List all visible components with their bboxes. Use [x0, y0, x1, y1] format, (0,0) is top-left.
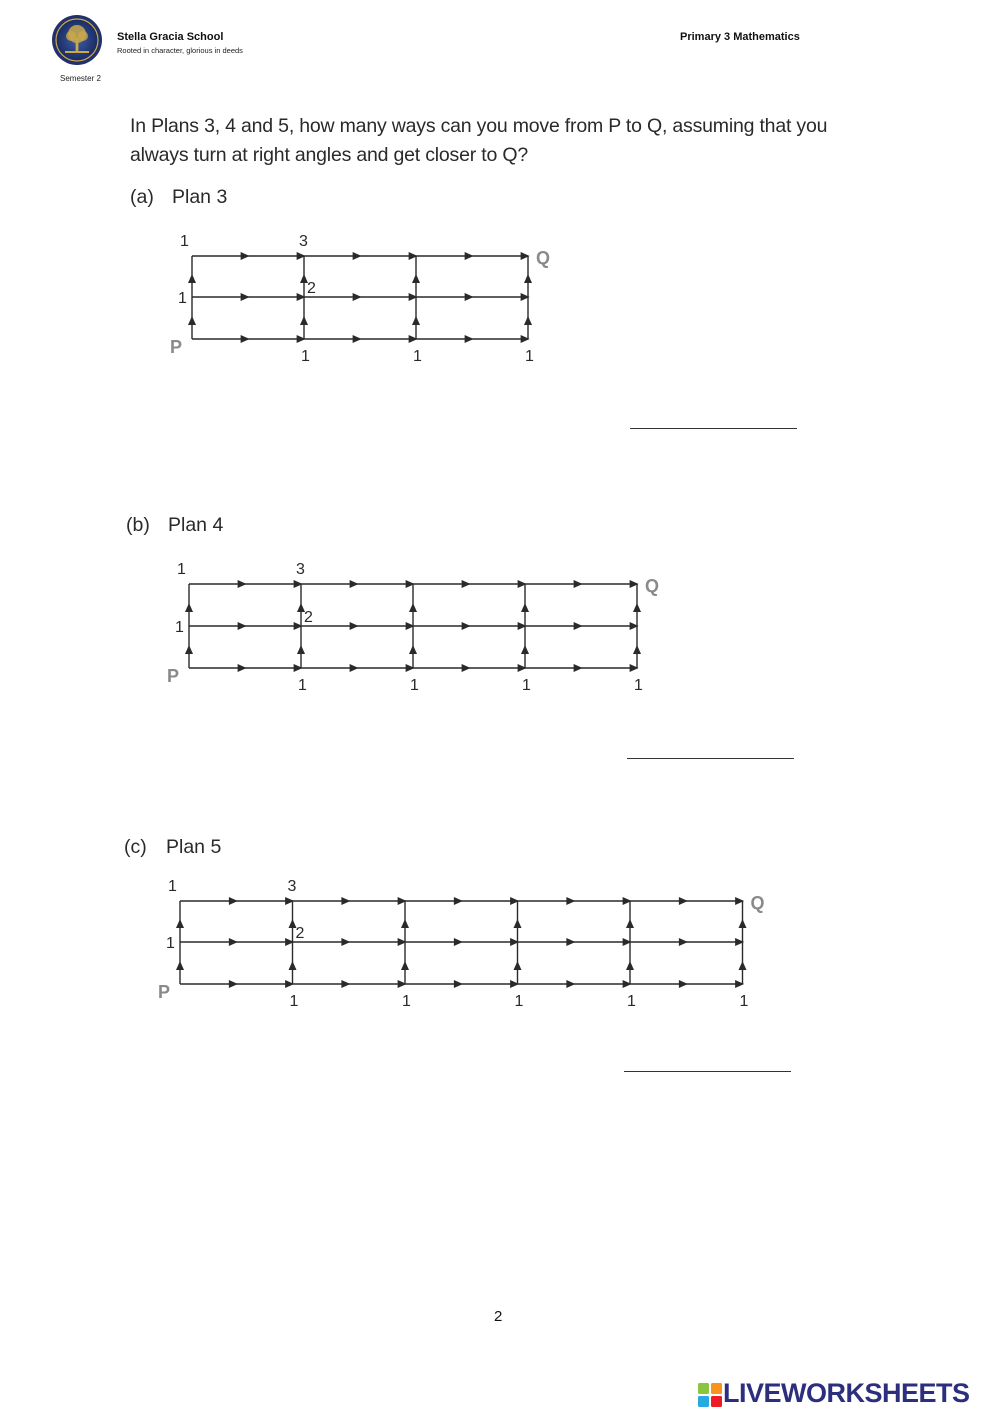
plan-1-label-top-second: 3 [299, 233, 308, 250]
part-a-letter: (a) [130, 186, 154, 208]
plan-3-arrow-right-1-4-a [679, 938, 688, 946]
part-a-title: Plan 3 [172, 186, 228, 208]
plan-2-arrow-right-2-1-a [350, 664, 359, 672]
plan-3-label-bottom-3: 1 [514, 993, 524, 1010]
plan-3-label-mid-left: 1 [166, 935, 175, 952]
school-name: Stella Gracia School [117, 31, 224, 43]
plan-3-arrow-up-lower-2 [401, 961, 409, 970]
answer-line-a[interactable] [630, 428, 797, 429]
plan-1-arrow-up-lower-0 [188, 316, 196, 325]
plan-3-arrow-up-upper-4 [626, 919, 634, 928]
plan-3-arrow-up-lower-3 [514, 961, 522, 970]
page-number: 2 [494, 1308, 503, 1325]
plan-1-arrow-up-upper-2 [412, 274, 420, 283]
plan-2-label-top-second: 3 [296, 561, 305, 578]
plan-3-arrow-right-0-3-a [566, 897, 575, 905]
answer-line-b[interactable] [627, 758, 794, 759]
plan-1-arrow-up-lower-3 [524, 316, 532, 325]
plan-2-arrow-right-0-1-a [350, 580, 359, 588]
plan-3-arrow-up-lower-5 [739, 961, 747, 970]
plan-2-label-bottom-3: 1 [522, 677, 531, 694]
plan-2-label-inner: 2 [304, 609, 313, 626]
plan-2-label-mid-left: 1 [175, 619, 184, 636]
subject-title: Primary 3 Mathematics [680, 31, 800, 43]
plan-1-label-bottom-2: 1 [413, 348, 422, 365]
plan-3-arrow-up-upper-5 [739, 919, 747, 928]
plan-2-arrow-up-lower-0 [185, 645, 193, 654]
plan-1-arrow-right-1-0-a [241, 293, 250, 301]
answer-line-c[interactable] [624, 1071, 791, 1072]
plan-2-label-top-left: 1 [177, 561, 186, 578]
plan-3-label-bottom-4: 1 [627, 993, 636, 1010]
plan-1-arrow-right-1-1-a [353, 293, 362, 301]
liveworksheets-badge[interactable] [698, 1378, 998, 1412]
plan-1-arrow-right-0-2-a [465, 252, 474, 260]
plan-3-arrow-right-0-0-a [229, 897, 238, 905]
liveworksheets-text: LIVEWORKSHEETS [723, 1378, 970, 1408]
plan-2-arrow-right-1-1-a [350, 622, 359, 630]
plan-2-label-bottom-1: 1 [298, 677, 307, 694]
plan-3-label-bottom-1: 1 [289, 993, 299, 1010]
plan-3-label-top-second: 3 [287, 878, 297, 895]
plan-2-arrow-up-upper-3 [521, 603, 529, 612]
plan-3-arrow-right-1-3-a [566, 938, 575, 946]
plan-1-label-q: Q [536, 248, 551, 268]
plan-2-arrow-right-1-2-a [462, 622, 471, 630]
plan-2-arrow-right-1-3-a [574, 622, 583, 630]
plan-3-arrow-up-upper-0 [176, 919, 184, 928]
plan-3-arrow-up-upper-2 [401, 919, 409, 928]
plan-2-arrow-up-upper-0 [185, 603, 193, 612]
plan-1-label-inner: 2 [307, 280, 316, 297]
plan-2-arrow-up-lower-4 [633, 645, 641, 654]
plan-3-arrow-up-lower-1 [289, 961, 297, 970]
plan-2-arrow-right-2-0-a [238, 664, 247, 672]
plan-2-label-bottom-2: 1 [410, 677, 419, 694]
plan-1-arrow-right-0-0-a [241, 252, 250, 260]
plan-2-arrow-up-upper-2 [409, 603, 417, 612]
plan-2-label-p: P [167, 666, 180, 686]
part-b-title: Plan 4 [168, 514, 224, 536]
plan-3-label-top-left: 1 [168, 878, 177, 895]
plan-3-arrow-right-2-1-a [341, 980, 350, 988]
plan-1-arrow-right-0-1-a [353, 252, 362, 260]
plan-1-arrow-up-upper-0 [188, 274, 196, 283]
plan-1-label-mid-left: 1 [178, 290, 187, 307]
plan-2-label-q: Q [645, 576, 660, 596]
part-b-letter: (b) [126, 514, 150, 536]
plan-3-label-bottom-5: 1 [739, 993, 749, 1010]
plan-2-arrow-right-1-0-a [238, 622, 247, 630]
plan-1-label-p: P [170, 337, 183, 357]
plan-3-arrow-up-upper-3 [514, 919, 522, 928]
plan-3-label-q: Q [750, 893, 765, 913]
plan-2-arrow-right-2-3-a [574, 664, 583, 672]
plan-3-arrow-right-2-0-a [229, 980, 238, 988]
plan-1-arrow-right-2-2-a [465, 335, 474, 343]
plan-3-arrow-up-lower-4 [626, 961, 634, 970]
plan-2-label-bottom-4: 1 [634, 677, 643, 694]
semester-label: Semester 2 [60, 74, 101, 83]
liveworksheets-logo-icon [698, 1383, 722, 1407]
school-motto: Rooted in character, glorious in deeds [117, 46, 243, 55]
plan-1-arrow-right-2-0-a [241, 335, 250, 343]
part-c-title: Plan 5 [166, 836, 222, 858]
plan-2-arrow-up-lower-3 [521, 645, 529, 654]
part-c-letter: (c) [124, 836, 147, 858]
plan-2-arrow-up-lower-1 [297, 645, 305, 654]
plan-2-arrow-up-upper-4 [633, 603, 641, 612]
plan-3-arrow-up-lower-0 [176, 961, 184, 970]
plan-2-arrow-right-2-2-a [462, 664, 471, 672]
plan-3-label-p: P [158, 982, 171, 1002]
plan-1-arrow-right-1-2-a [465, 293, 474, 301]
plan-3-arrow-right-1-0-a [229, 938, 238, 946]
plan-1-arrow-up-lower-1 [300, 316, 308, 325]
plan-3-arrow-right-0-2-a [454, 897, 463, 905]
plan-3-arrow-right-0-4-a [679, 897, 688, 905]
plan-1-label-top-left: 1 [180, 233, 189, 250]
plan-2-arrow-right-0-3-a [574, 580, 583, 588]
plan-1-label-bottom-1: 1 [301, 348, 310, 365]
plan-3-arrow-right-2-2-a [454, 980, 463, 988]
plan-3-label-bottom-2: 1 [402, 993, 411, 1010]
plan-3-arrow-right-1-1-a [341, 938, 350, 946]
plan-3-label-inner: 2 [295, 925, 305, 942]
question-text: In Plans 3, 4 and 5, how many ways can you move from P to Q, assuming that you always turn at right angles and get closer to Q? [130, 115, 828, 166]
plan-3-arrow-right-0-1-a [341, 897, 350, 905]
plan-2-arrow-up-lower-2 [409, 645, 417, 654]
plan-3-arrow-right-1-2-a [454, 938, 463, 946]
plan-1-arrow-up-upper-3 [524, 274, 532, 283]
plan-2-arrow-right-0-2-a [462, 580, 471, 588]
plan-1-label-bottom-3: 1 [525, 348, 534, 365]
plan-3-arrow-right-2-3-a [566, 980, 575, 988]
plan-1-arrow-up-lower-2 [412, 316, 420, 325]
plan-2-arrow-right-0-0-a [238, 580, 247, 588]
plan-3-arrow-right-2-4-a [679, 980, 688, 988]
plan-1-arrow-right-2-1-a [353, 335, 362, 343]
